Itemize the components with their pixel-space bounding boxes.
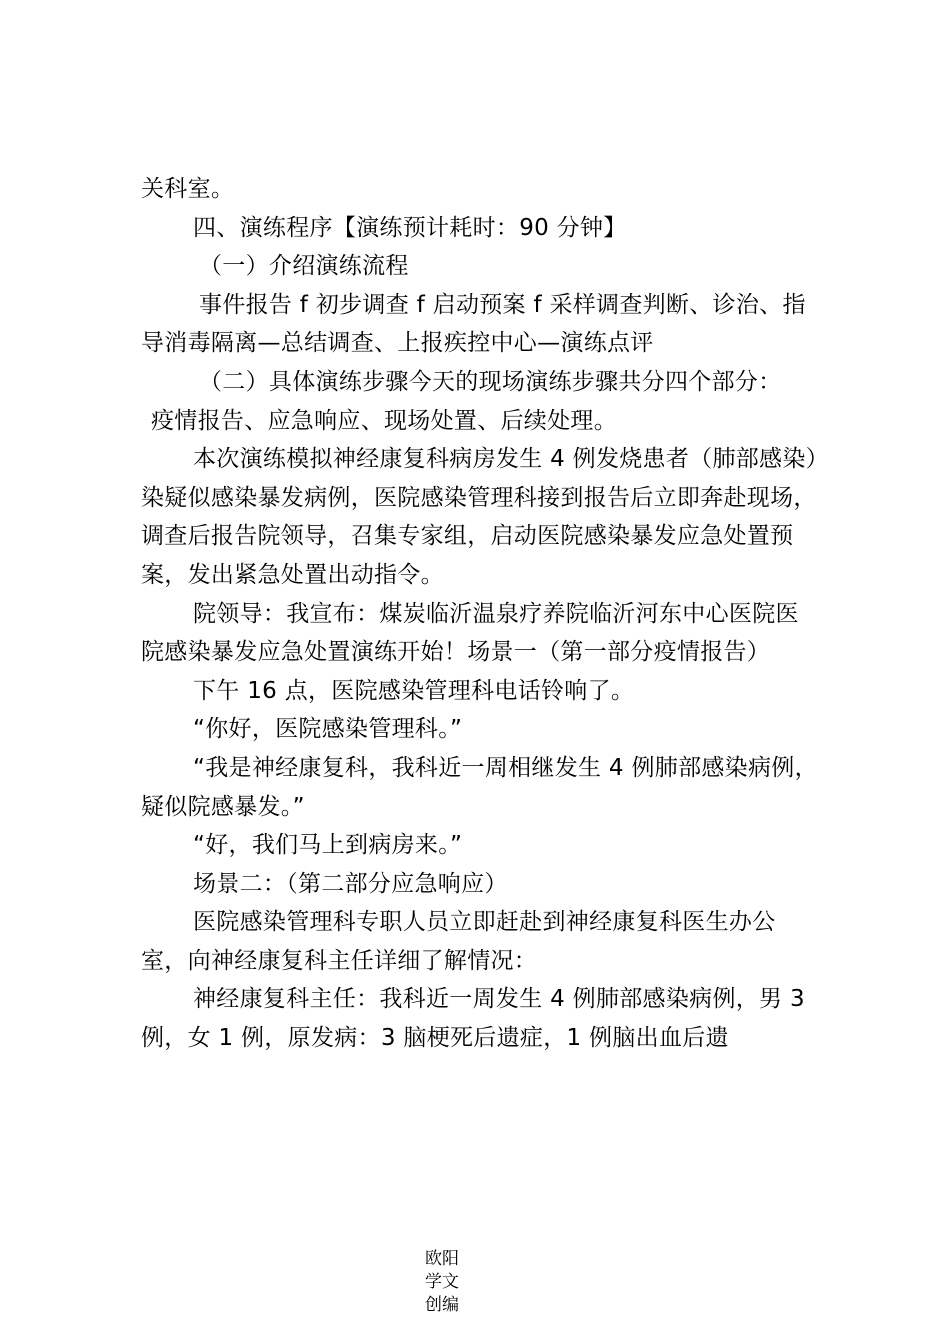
- paragraph-scenario-summary: 本次演练模拟神经康复科病房发生 4 例发烧患者（肺部感染）染疑似感染暴发病例，医院感染管理科接到报告后立即奔赴现场，调查后报告院领导，召集专家组，启动医院感染暴发应急处置预案，发出紧急处置出动指令。: [141, 446, 818, 588]
- dialogue-line-2: “我是神经康复科，我科近一周相继发生 4 例肺部感染病例，疑似院感暴发。”: [141, 754, 818, 820]
- section-heading-procedure: 四、演练程序【演练预计耗时：90 分钟】: [193, 214, 627, 241]
- subheading-intro-flow: （一）介绍演练流程: [199, 253, 409, 280]
- paragraph-staff-arrive: 医院感染管理科专职人员立即赶赴到神经康复科医生办公室，向神经康复科主任详细了解情况：: [141, 909, 776, 974]
- paragraph-four-parts: 疫情报告、应急响应、现场处置、后续处理。: [151, 407, 617, 434]
- paragraph-1: 关科室。: [141, 176, 235, 202]
- footer-line-2: 学文: [425, 1272, 459, 1292]
- document-body: [141, 170, 821, 1058]
- footer-line-3: 创编: [425, 1295, 459, 1315]
- paragraph-phone-ring: 下午 16 点，医院感染管理科电话铃响了。: [193, 677, 635, 704]
- dialogue-line-3: “好，我们马上到病房来。”: [193, 832, 463, 859]
- subheading-specific-steps: （二）具体演练步骤今天的现场演练步骤共分四个部分：: [199, 368, 782, 395]
- paragraph-director-statement: 神经康复科主任：我科近一周发生 4 例肺部感染病例，男 3 例，女 1 例，原发病：3 脑梗死后遗症，1 例脑出血后遗: [141, 986, 805, 1052]
- footer-author: [420, 1248, 464, 1317]
- paragraph-leader-announcement: 院领导：我宣布：煤炭临沂温泉疗养院临沂河东中心医院医院感染暴发应急处置演练开始！场景一（第一部分疫情报告）: [141, 600, 799, 666]
- dialogue-line-1: “你好，医院感染管理科。”: [193, 716, 463, 743]
- paragraph-flow-steps: 事件报告 f 初步调查 f 启动预案 f 采样调查判断、诊治、指导消毒隔离—总结调查、上报疾控中心—演练点评: [141, 291, 806, 357]
- scene-two-heading: 场景二：（第二部分应急响应）: [193, 870, 508, 897]
- footer-line-1: 欧阳: [425, 1249, 459, 1269]
